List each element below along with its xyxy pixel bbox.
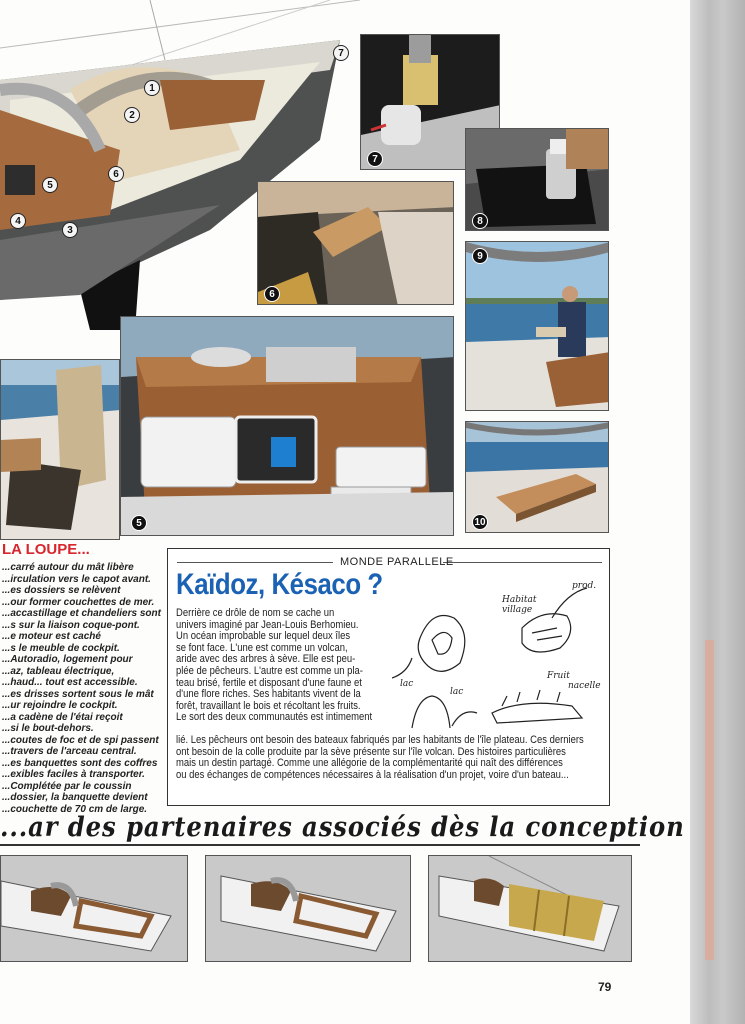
- body-line: se font face. L'une est comme un volcan,: [176, 641, 348, 654]
- loupe-line: ...exibles faciles à transporter.: [2, 769, 145, 780]
- article-rubric: MONDE PARALLELE: [340, 556, 454, 568]
- loupe-line: ...si le bout-dehors.: [2, 723, 94, 734]
- body-line: Le sort des deux communautés est intimement: [176, 711, 373, 724]
- sketch-note: Fruit: [547, 671, 570, 681]
- loupe-line: ...our former couchettes de mer.: [2, 596, 155, 608]
- photo-8-winch: [465, 128, 609, 231]
- loupe-line: ...es dossiers se relèvent: [2, 585, 121, 596]
- article-headline: Kaïdoz, Késaco ?: [176, 568, 383, 601]
- callout-3: 3: [62, 222, 78, 238]
- article-body-bottom: [176, 735, 604, 781]
- body-line: plée de pêcheurs. L'autre est comme un pla-: [176, 664, 363, 677]
- sketch-note: lac: [400, 679, 414, 689]
- loupe-line: ...carré autour du mât libère: [2, 562, 134, 573]
- callout-7: 7: [333, 45, 349, 61]
- callout-6: 6: [108, 166, 124, 182]
- loupe-line: ...s le meuble de cockpit.: [2, 642, 120, 654]
- spine-tab: [705, 640, 714, 960]
- photo-10-number: 10: [472, 514, 488, 530]
- body-line: forêt, travaillant le bois et récoltant les fruits.: [176, 699, 361, 712]
- loupe-line: ...coutes de foc et de spi passent: [2, 734, 159, 746]
- loupe-line: ...irculation vers le capot avant.: [2, 573, 151, 585]
- sketch-note: lac: [450, 687, 464, 697]
- loupe-line: ...travers de l'arceau central.: [2, 746, 137, 757]
- loupe-line: ...a cadène de l'étai reçoit: [2, 711, 123, 723]
- callout-4: 4: [10, 213, 26, 229]
- render-deck-layout-2: [205, 855, 411, 962]
- page-spine: [690, 0, 745, 1024]
- loupe-line: ...accastillage et chandeliers sont: [2, 608, 161, 619]
- photo-6-cockpit-locker: [257, 181, 454, 305]
- callout-2: 2: [124, 107, 140, 123]
- article-body-top: [176, 608, 388, 724]
- loupe-line: ...s sur la liaison coque-pont.: [2, 619, 140, 631]
- loupe-line: ...es banquettes sont des coffres: [2, 757, 158, 769]
- body-line: d'une flore riches. Ses habitants vivent de la: [176, 688, 361, 701]
- page-number: 79: [598, 980, 612, 994]
- loupe-line: ...Complétée par le coussin: [2, 780, 132, 792]
- sketch-note: nacelle: [568, 681, 601, 691]
- photo-7-number: 7: [367, 151, 383, 167]
- loupe-line: ...Autoradio, logement pour: [2, 654, 133, 665]
- callout-5: 5: [42, 177, 58, 193]
- island-sketch: [392, 578, 604, 734]
- body-line: Un océan improbable sur lequel deux îles: [176, 630, 351, 643]
- loupe-line: ...ur rejoindre le cockpit.: [2, 700, 118, 711]
- loupe-title: LA LOUPE...: [2, 541, 90, 558]
- loupe-line: ...e moteur est caché: [2, 631, 101, 642]
- photo-10-cockpit-bench: [465, 421, 609, 533]
- body-line: univers imaginé par Jean-Louis Berhomieu.: [176, 618, 359, 631]
- loupe-line: ...couchette de 70 cm de large.: [2, 803, 148, 815]
- body-line: ont besoin de la colle produite par la sève présente sur l'île volcan. Des histoires particulières: [176, 745, 566, 758]
- body-line: teau brisé, fertile et disposant d'une faune et: [176, 676, 362, 689]
- body-line: lié. Les pêcheurs ont besoin des bateaux fabriqués par les habitants de l'île plateau. Ces derniers: [176, 734, 584, 746]
- photo-8-number: 8: [472, 213, 488, 229]
- body-line: aride avec des arbres à sève. Elle est peu-: [176, 653, 356, 666]
- photo-6-number: 6: [264, 286, 280, 302]
- banner-rule: [0, 844, 640, 846]
- section-banner: ...ar des partenaires associés dès la conception: [0, 812, 685, 843]
- loupe-line: ...haud... tout est accessible.: [2, 677, 138, 688]
- sketch-note: prod.: [572, 581, 597, 591]
- photo-open-hatch: [0, 359, 120, 540]
- render-deck-layout-1: [0, 855, 188, 962]
- loupe-line: ...dossier, la banquette devient: [2, 792, 148, 803]
- photo-9-number: 9: [472, 248, 488, 264]
- loupe-list: [2, 562, 164, 815]
- loupe-line: ...es drisses sortent sous le mât: [2, 688, 154, 700]
- photo-9-crew-aboard: [465, 241, 609, 411]
- body-line: mais un destin partagé. Comme une allégorie de la complémentarité qui naît des différences: [176, 757, 563, 770]
- photo-5-cockpit-galley: [120, 316, 454, 536]
- sketch-note: Habitat: [502, 595, 537, 605]
- loupe-line: ...az, tableau électrique,: [2, 665, 115, 677]
- body-line: Derrière ce drôle de nom se cache un: [176, 607, 335, 619]
- render-deck-layout-3: [428, 855, 632, 962]
- callout-1: 1: [144, 80, 160, 96]
- body-line: ou des échanges de compétences nécessaires à la réalisation d'un projet, voire d'un bateau...: [176, 768, 569, 781]
- sketch-note: village: [502, 605, 533, 615]
- photo-5-number: 5: [131, 515, 147, 531]
